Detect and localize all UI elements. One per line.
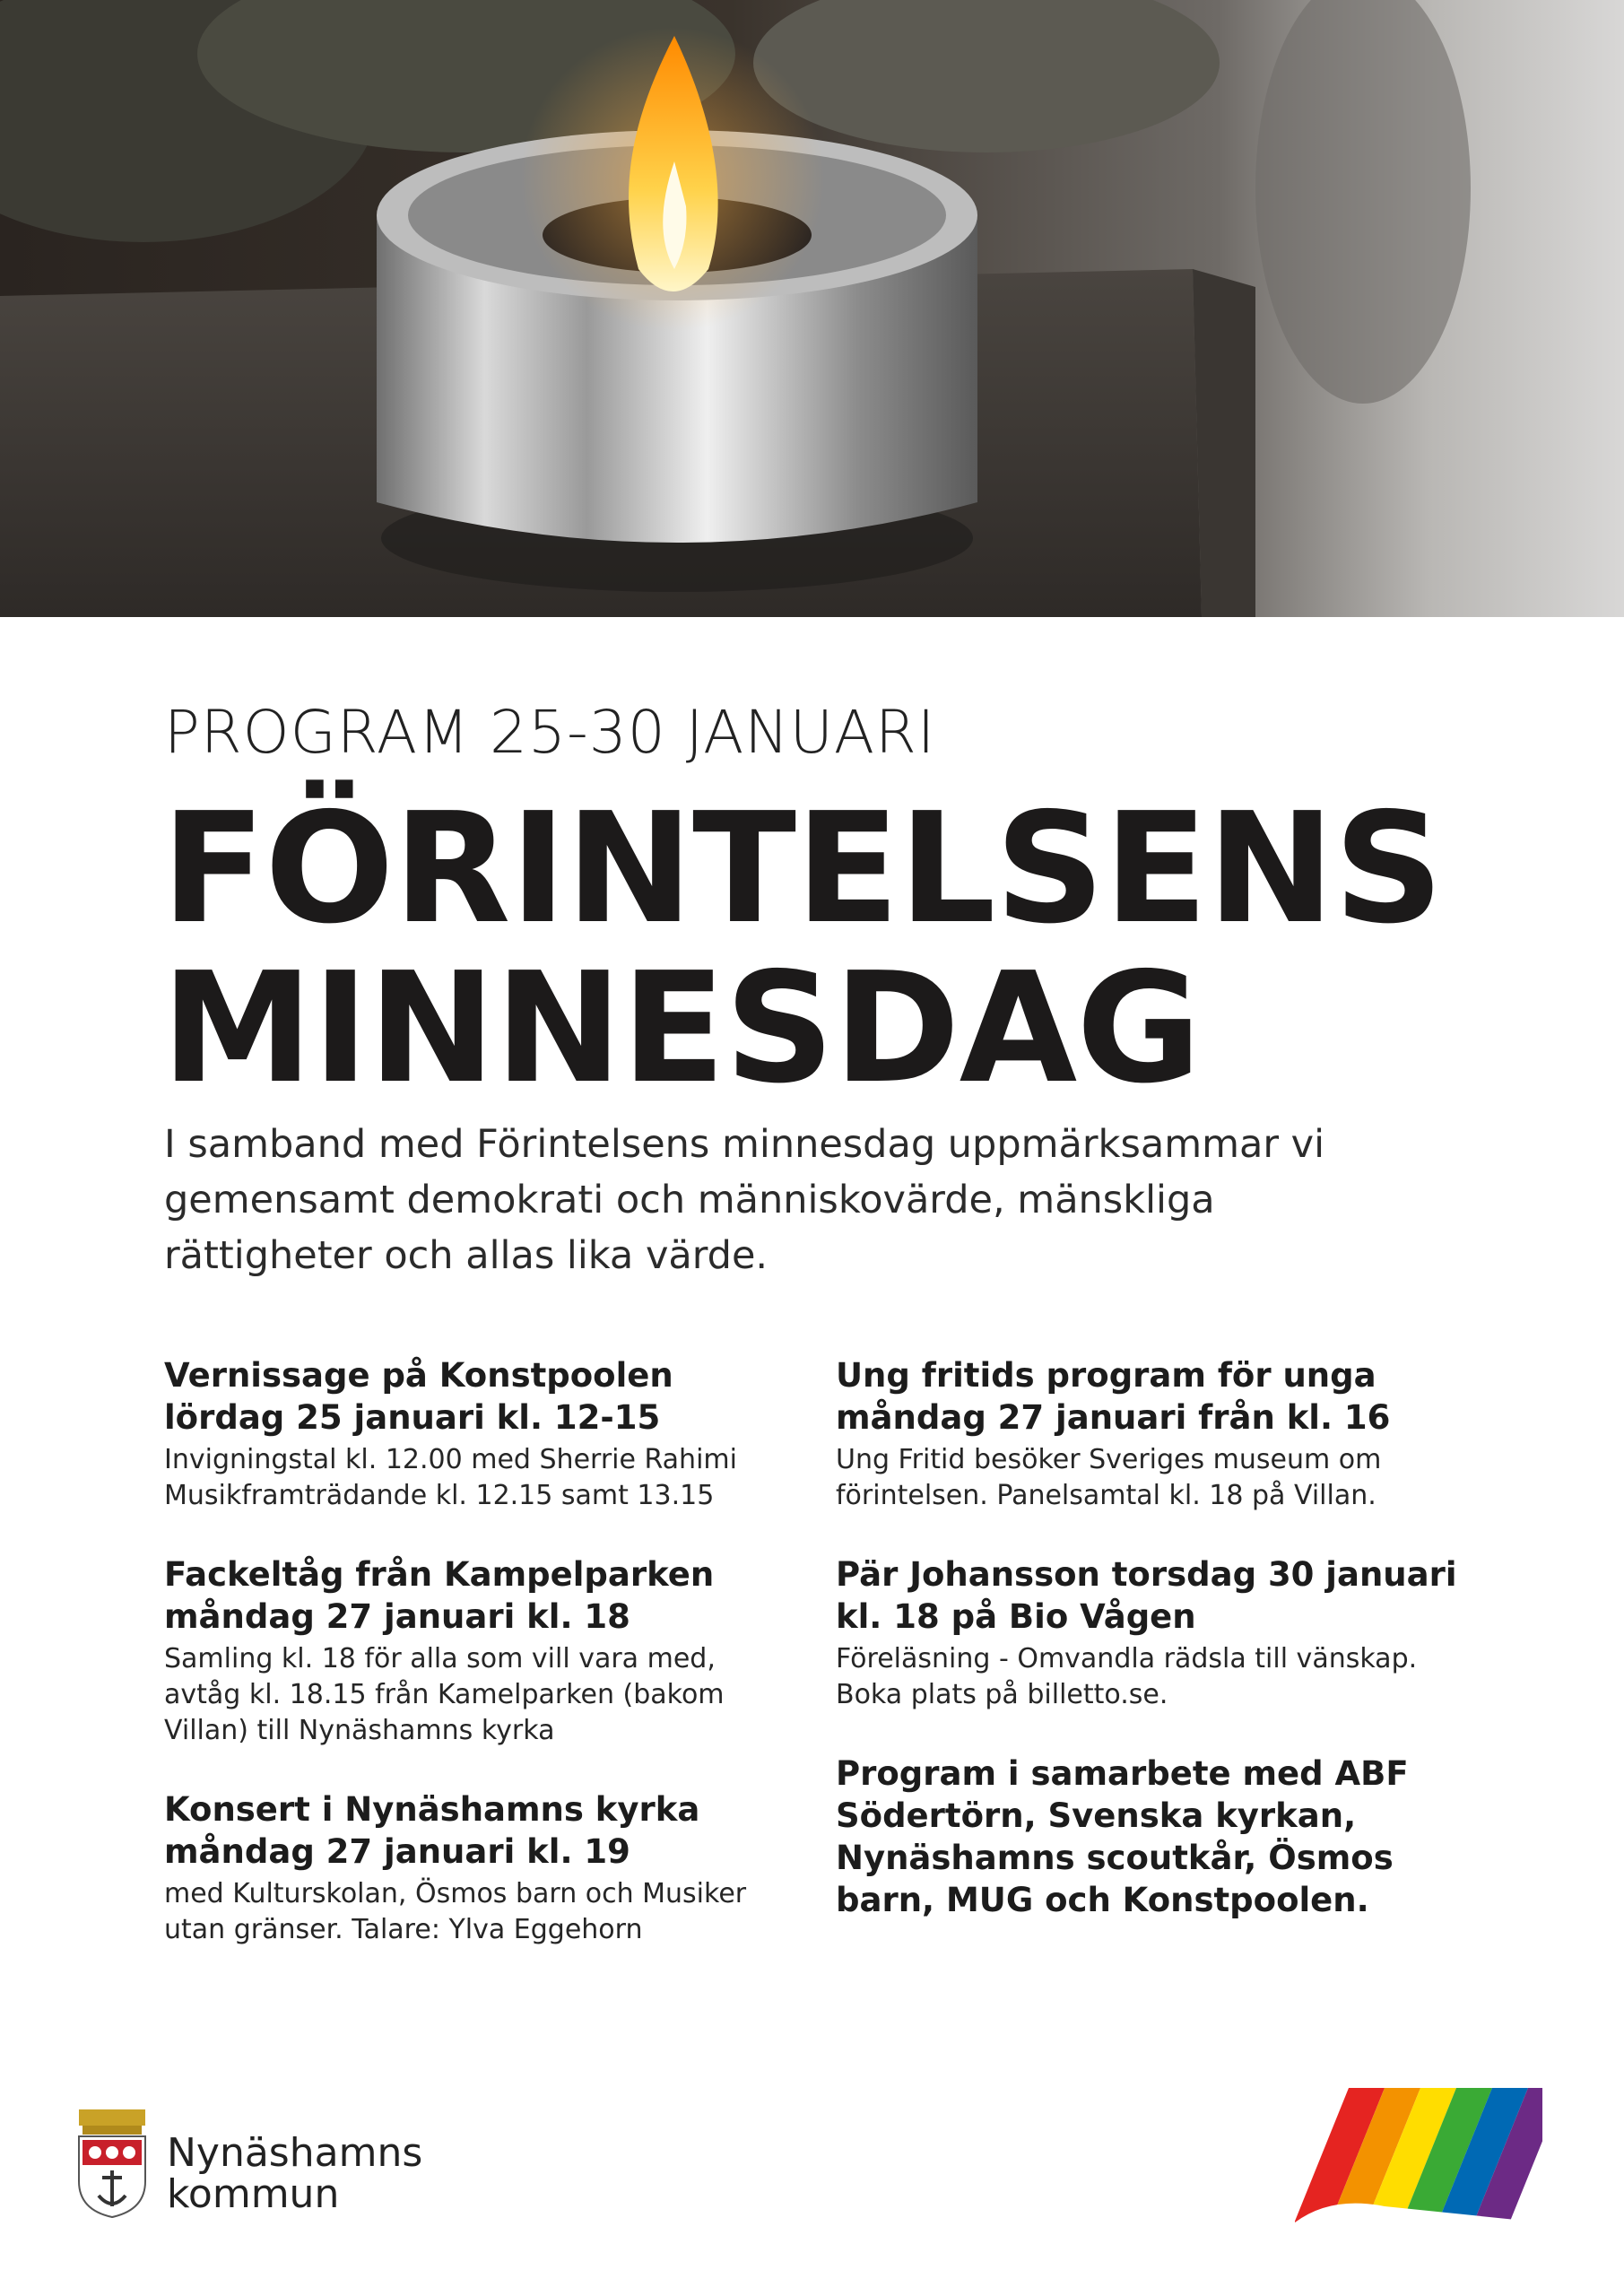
event-detail-line: utan gränser. Talare: Ylva Eggehorn — [164, 1914, 643, 1945]
title-line-1: FÖRINTELSENS — [161, 780, 1443, 958]
event-detail-line: Föreläsning - Omvandla rädsla till vänskap. — [836, 1643, 1418, 1674]
partners-line: barn, MUG och Konstpoolen. — [836, 1881, 1369, 1919]
event-title — [164, 1553, 792, 1638]
events-right-column — [836, 1354, 1481, 1921]
municipality-name — [167, 2130, 423, 2217]
partners-line: Nynäshamns scoutkår, Ösmos — [836, 1839, 1394, 1877]
event-detail-line: Musikframträdande kl. 12.15 samt 13.15 — [164, 1480, 715, 1511]
event-title — [164, 1354, 792, 1439]
event-title-line: Fackeltåg från Kampelparken — [164, 1555, 715, 1594]
event-youth-program — [836, 1354, 1481, 1514]
municipality-line: Nynäshamns — [167, 2130, 423, 2176]
event-title — [836, 1354, 1481, 1439]
event-details — [164, 1876, 792, 1948]
event-detail-line: Ung Fritid besöker Sveriges museum om — [836, 1444, 1382, 1475]
event-date-line: måndag 27 januari från kl. 16 — [836, 1398, 1391, 1437]
partners-note — [836, 1752, 1481, 1921]
event-title-line: Pär Johansson torsdag 30 januari — [836, 1555, 1457, 1594]
rainbow-flag-icon — [1295, 2088, 1542, 2226]
event-detail-line: Samling kl. 18 för alla som vill vara med, — [164, 1643, 716, 1674]
event-vernissage — [164, 1354, 792, 1514]
event-details — [164, 1442, 792, 1514]
event-title-line: Vernissage på Konstpoolen — [164, 1356, 673, 1395]
event-title-line: Ung fritids program för unga — [836, 1356, 1376, 1395]
intro-text: I samband med Förintelsens minnesdag uppmärksammar vi gemensamt demokrati och människovärde, mänskliga rättigheter och allas lika värde. — [164, 1122, 1325, 1278]
event-detail-line: Boka plats på billetto.se. — [836, 1679, 1168, 1710]
events-left-column — [164, 1354, 792, 1987]
hero-photo — [0, 0, 1624, 617]
partners-line: Program i samarbete med ABF — [836, 1754, 1409, 1793]
event-date-line: lördag 25 januari kl. 12-15 — [164, 1398, 661, 1437]
event-details — [836, 1641, 1481, 1713]
page-title — [161, 780, 1507, 1118]
event-date-line: kl. 18 på Bio Vågen — [836, 1597, 1196, 1636]
event-detail-line: förintelsen. Panelsamtal kl. 18 på Villan. — [836, 1480, 1376, 1511]
candle-illustration — [0, 0, 1624, 617]
event-title — [836, 1553, 1481, 1638]
coat-of-arms-icon — [75, 2109, 149, 2222]
event-title — [164, 1788, 792, 1873]
partners-line: Södertörn, Svenska kyrkan, — [836, 1796, 1357, 1835]
title-line-2: MINNESDAG — [161, 940, 1201, 1118]
event-detail-line: Villan) till Nynäshamns kyrka — [164, 1715, 555, 1746]
municipality-line: kommun — [167, 2171, 340, 2217]
event-title-line: Konsert i Nynäshamns kyrka — [164, 1790, 700, 1829]
event-detail-line: Invigningstal kl. 12.00 med Sherrie Rahimi — [164, 1444, 737, 1475]
event-lecture — [836, 1553, 1481, 1713]
program-dates: PROGRAM 25-30 JANUARI — [164, 698, 936, 767]
event-date-line: måndag 27 januari kl. 19 — [164, 1832, 630, 1871]
event-torch-march — [164, 1553, 792, 1749]
event-date-line: måndag 27 januari kl. 18 — [164, 1597, 630, 1636]
event-concert — [164, 1788, 792, 1948]
event-detail-line: med Kulturskolan, Ösmos barn och Musiker — [164, 1878, 747, 1909]
event-detail-line: avtåg kl. 18.15 från Kamelparken (bakom — [164, 1679, 725, 1710]
event-details — [164, 1641, 792, 1749]
event-details — [836, 1442, 1481, 1514]
